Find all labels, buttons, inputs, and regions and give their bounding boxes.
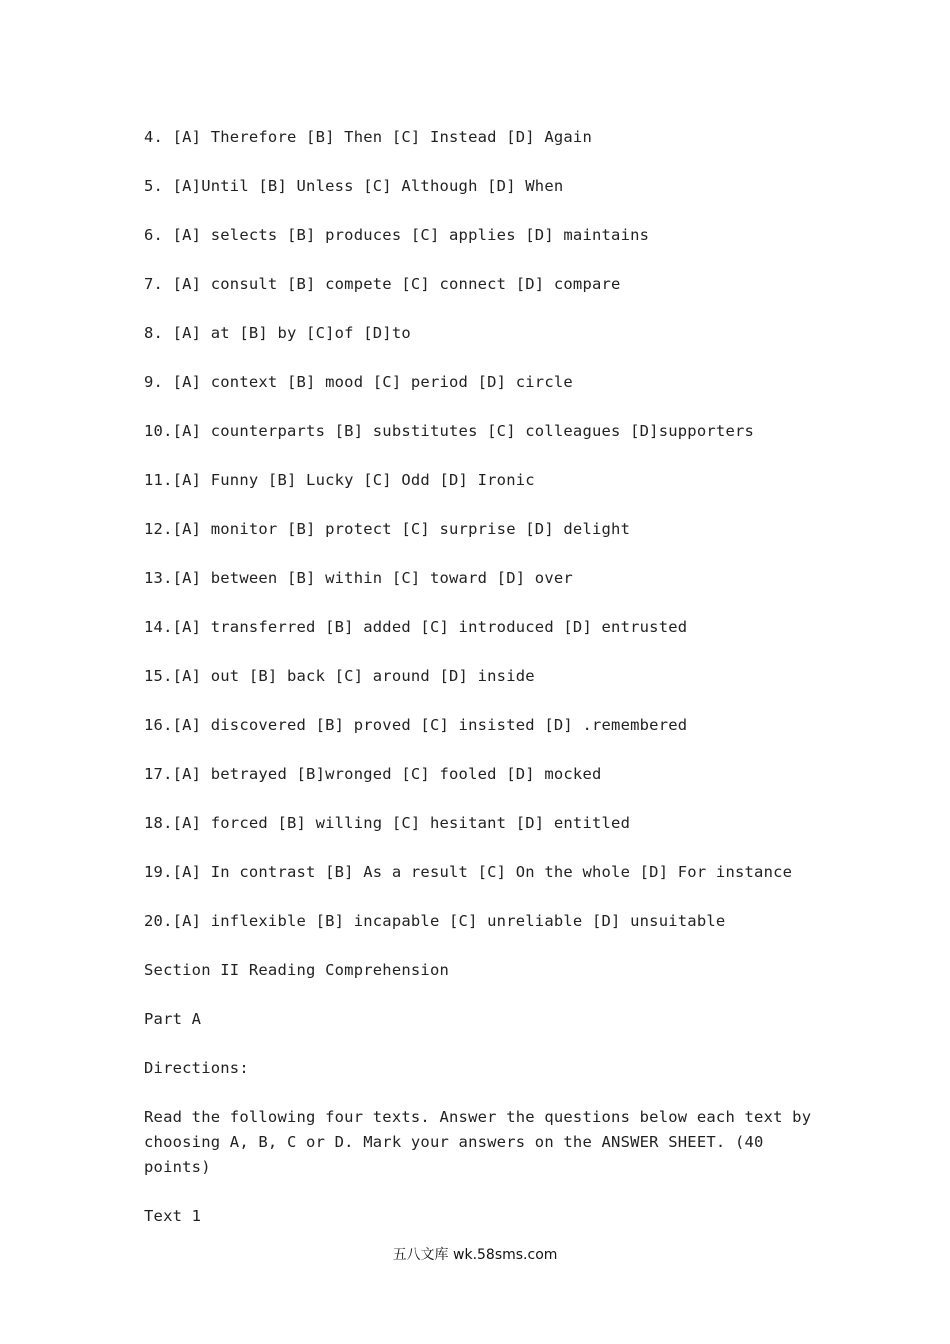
text-label: Text 1 [144,1207,202,1225]
question-11: 11.[A] Funny [B] Lucky [C] Odd [D] Ironic [144,471,535,489]
question-12: 12.[A] monitor [B] protect [C] surprise [D] delight [144,520,631,538]
question-16: 16.[A] discovered [B] proved [C] insisted [D] .remembered [144,716,688,734]
directions-text: Read the following four texts. Answer the questions below each text by choosing A, B, C or D. Mark your answers on the ANSWER SHEET. (40 points) [144,1108,812,1176]
question-10: 10.[A] counterparts [B] substitutes [C] colleagues [D]supporters [144,422,755,440]
question-9: 9. [A] context [B] mood [C] period [D] circle [144,373,573,391]
section-heading: Section II Reading Comprehension [144,961,450,979]
question-17: 17.[A] betrayed [B]wronged [C] fooled [D] mocked [144,765,602,783]
question-20: 20.[A] inflexible [B] incapable [C] unreliable [D] unsuitable [144,912,726,930]
question-5: 5. [A]Until [B] Unless [C] Although [D] When [144,177,564,195]
directions-label: Directions: [144,1059,249,1077]
part-heading: Part A [144,1010,202,1028]
footer-watermark: 五八文库 wk.58sms.com [392,1247,558,1263]
question-15: 15.[A] out [B] back [C] around [D] inside [144,667,535,685]
question-14: 14.[A] transferred [B] added [C] introduced [D] entrusted [144,618,688,636]
question-19: 19.[A] In contrast [B] As a result [C] On the whole [D] For instance [144,863,793,881]
question-7: 7. [A] consult [B] compete [C] connect [D] compare [144,275,621,293]
page-content [144,125,824,1253]
question-18: 18.[A] forced [B] willing [C] hesitant [D] entitled [144,814,631,832]
question-8: 8. [A] at [B] by [C]of [D]to [144,324,411,342]
question-6: 6. [A] selects [B] produces [C] applies [D] maintains [144,226,650,244]
question-4: 4. [A] Therefore [B] Then [C] Instead [D] Again [144,128,592,146]
question-13: 13.[A] between [B] within [C] toward [D] over [144,569,573,587]
